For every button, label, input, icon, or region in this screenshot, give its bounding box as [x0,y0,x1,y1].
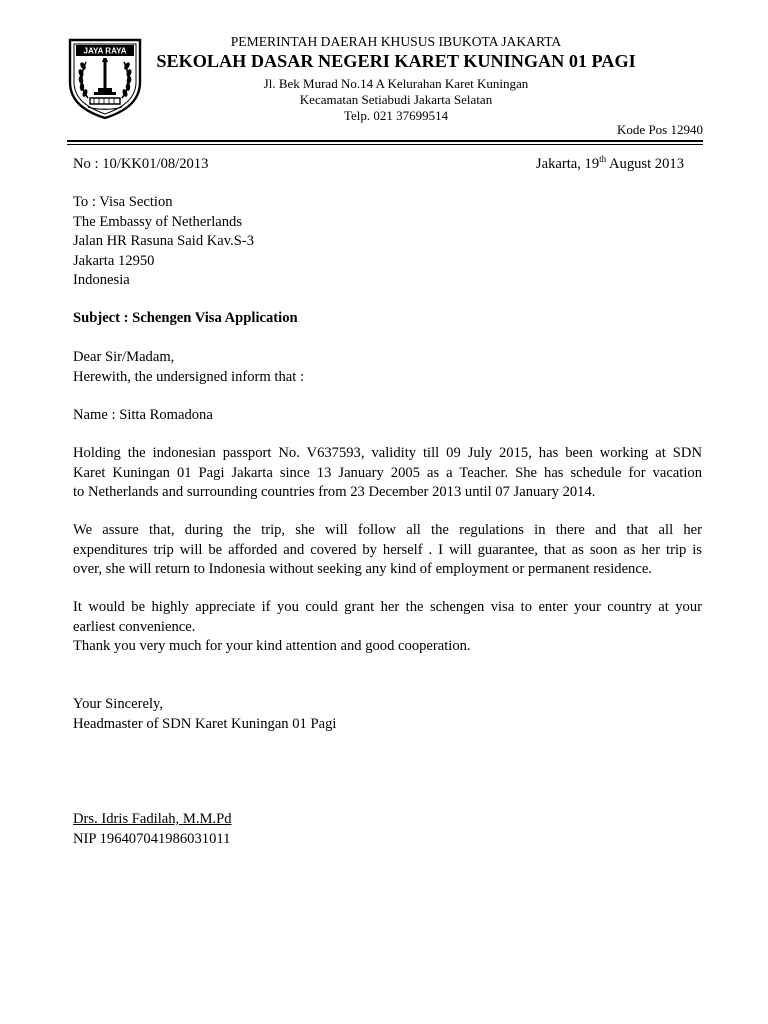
recipient-line-3: Jalan HR Rasuna Said Kav.S-3 [73,233,255,249]
school-address-line1: Jl. Bek Murad No.14 A Kelurahan Karet Kuningan [263,76,529,91]
signer-nip: NIP 196407041986031011 [73,830,231,847]
letterhead-divider-thin [67,144,703,145]
letter-intro: Herewith, the undersigned inform that : [73,368,305,385]
letter-date-prefix: Jakarta, 19 [535,156,600,172]
paragraph-guarantee-line-2: expenditures trip will be afforded and covered by herself . I will guarantee, that as soon as her trip is [73,541,702,558]
recipient-line-4: Jakarta 12950 [73,252,155,269]
paragraph-request-line-2: earliest convenience. [73,618,196,635]
letter-subject: Subject : Schengen Visa Application [73,310,298,326]
paragraph-employment-line-1: Holding the indonesian passport No. V637593, validity till 09 July 2015, has been working at SDN [73,445,702,461]
paragraph-employment-line-2: Karet Kuningan 01 Pagi Jakarta since 13 January 2005 as a Teacher. She has schedule for vacation [73,464,702,481]
applicant-name: Name : Sitta Romadona [73,407,213,423]
paragraph-request-line-1: It would be highly appreciate if you could grant her the schengen visa to enter your country at your [73,599,702,615]
recipient-line-2: The Embassy of Netherlands [73,213,242,230]
letter-salutation: Dear Sir/Madam, [73,349,175,365]
paragraph-guarantee-line-3: over, she will return to Indonesia without seeking any kind of employment or permanent residence. [73,561,652,577]
paragraph-guarantee [73,521,702,580]
letter-thanks: Thank you very much for your kind attention and good cooperation. [73,638,471,654]
school-name-heading: SEKOLAH DASAR NEGERI KARET KUNINGAN 01 PAGI [156,51,636,71]
letter-date [536,155,684,175]
signer-name: Drs. Idris Fadilah, M.M.Pd [73,811,232,827]
government-heading: PEMERINTAH DAERAH KHUSUS IBUKOTA JAKARTA [230,34,562,49]
paragraph-employment [73,444,702,503]
school-phone: Telp. 021 37699514 [343,108,449,123]
letterhead-divider-thick [67,140,703,142]
paragraph-employment-line-3: to Netherlands and surrounding countries from 23 December 2013 until 07 January 2014. [73,484,596,500]
school-address-line2: Kecamatan Setiabudi Jakarta Selatan [299,92,493,107]
paragraph-guarantee-line-1: We assure that, during the trip, she will follow all the regulations in there and that all her [73,522,702,538]
signer-title: Headmaster of SDN Karet Kuningan 01 Pagi [73,715,337,732]
letter-closing: Your Sincerely, [73,696,163,712]
postal-code: Kode Pos 12940 [617,122,703,137]
letter-date-ordinal: th [599,154,607,164]
logo-motto-text: JAYA RAYA [83,46,127,56]
recipient-line-1: To : Visa Section [73,194,173,210]
letter-date-suffix: August 2013 [606,156,684,172]
letter-number: No : 10/KK01/08/2013 [73,156,209,172]
recipient-line-5: Indonesia [73,272,130,288]
paragraph-request [73,598,702,637]
